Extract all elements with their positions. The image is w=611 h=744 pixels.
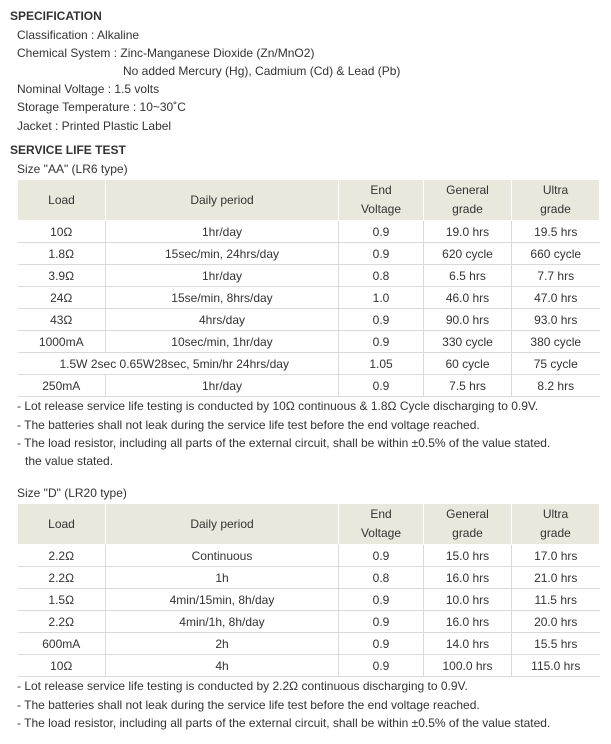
cell-general: 16.0 hrs	[424, 611, 512, 633]
cell-end: 0.9	[339, 221, 424, 243]
cell-load: 1000mA	[18, 331, 106, 353]
table-row	[18, 589, 600, 611]
cell-ultra: 19.5 hrs	[512, 221, 600, 243]
table-row-merged	[18, 353, 600, 375]
cell-load: 2.2Ω	[18, 545, 106, 567]
header-end-voltage: End Voltage	[339, 504, 424, 545]
table-row	[18, 287, 600, 309]
table-row	[18, 611, 600, 633]
header-general-grade: General grade	[424, 180, 512, 221]
cell-daily: 4min/15min, 8h/day	[106, 589, 339, 611]
table-row	[18, 567, 600, 589]
cell-general: 10.0 hrs	[424, 589, 512, 611]
cell-general: 6.5 hrs	[424, 265, 512, 287]
header-load: Load	[18, 180, 106, 221]
cell-ultra: 47.0 hrs	[512, 287, 600, 309]
cell-end: 0.9	[339, 309, 424, 331]
cell-ultra: 7.7 hrs	[512, 265, 600, 287]
cell-daily: 4hrs/day	[106, 309, 339, 331]
cell-load: 43Ω	[18, 309, 106, 331]
cell-general: 90.0 hrs	[424, 309, 512, 331]
aa-note-3: - The load resistor, including all parts of the external circuit, shall be within ±0.5% of the value stated.	[17, 436, 551, 450]
d-note-2: - The batteries shall not leak during the service life test before the end voltage reached.	[17, 698, 480, 712]
table-row	[18, 655, 600, 677]
header-load: Load	[18, 504, 106, 545]
header-daily-period: Daily period	[106, 504, 339, 545]
cell-load: 10Ω	[18, 655, 106, 677]
cell-end: 0.8	[339, 567, 424, 589]
cell-general: 14.0 hrs	[424, 633, 512, 655]
cell-ultra: 115.0 hrs	[512, 655, 600, 677]
cell-end: 0.9	[339, 331, 424, 353]
cell-load: 2.2Ω	[18, 611, 106, 633]
d-service-table	[17, 503, 600, 677]
header-daily-period: Daily period	[106, 180, 339, 221]
cell-daily: Continuous	[106, 545, 339, 567]
cell-end: 0.9	[339, 243, 424, 265]
cell-end: 1.0	[339, 287, 424, 309]
aa-note-2: - The batteries shall not leak during the service life test before the end voltage reached.	[17, 418, 480, 432]
cell-end: 0.9	[339, 375, 424, 397]
d-note-3: - The load resistor, including all parts of the external circuit, shall be within ±0.5% of the value stated.	[17, 716, 551, 730]
d-note-1: - Lot release service life testing is conducted by 2.2Ω continuous discharging to 0.9V.	[17, 679, 468, 693]
cell-end: 0.9	[339, 633, 424, 655]
cell-general: 16.0 hrs	[424, 567, 512, 589]
table-row	[18, 265, 600, 287]
cell-daily: 1h	[106, 567, 339, 589]
chemical-system-line: Chemical System : Zinc-Manganese Dioxide (Zn/MnO2)	[17, 46, 315, 60]
cell-daily: 1hr/day	[106, 265, 339, 287]
cell-end: 0.9	[339, 611, 424, 633]
table-row	[18, 221, 600, 243]
table-row	[18, 243, 600, 265]
cell-end: 0.9	[339, 589, 424, 611]
cell-load: 250mA	[18, 375, 106, 397]
cell-daily: 2h	[106, 633, 339, 655]
table-row	[18, 375, 600, 397]
cell-end: 0.8	[339, 265, 424, 287]
cell-end: 0.9	[339, 545, 424, 567]
header-general-grade: General grade	[424, 504, 512, 545]
chemical-system-line-2: No added Mercury (Hg), Cadmium (Cd) & Lead (Pb)	[123, 64, 401, 78]
cell-general: 15.0 hrs	[424, 545, 512, 567]
table-row	[18, 331, 600, 353]
cell-load: 2.2Ω	[18, 567, 106, 589]
cell-general: 19.0 hrs	[424, 221, 512, 243]
cell-end: 0.9	[339, 655, 424, 677]
cell-general: 330 cycle	[424, 331, 512, 353]
aa-note-3-continued: the value stated.	[25, 454, 114, 468]
size-aa-label: Size "AA" (LR6 type)	[17, 162, 128, 176]
table-header-row	[18, 180, 600, 221]
cell-daily: 4min/1h, 8h/day	[106, 611, 339, 633]
cell-load: 10Ω	[18, 221, 106, 243]
cell-ultra: 660 cycle	[512, 243, 600, 265]
service-life-heading: SERVICE LIFE TEST	[10, 143, 126, 157]
cell-ultra: 380 cycle	[512, 331, 600, 353]
cell-ultra: 11.5 hrs	[512, 589, 600, 611]
cell-daily: 15se/min, 8hrs/day	[106, 287, 339, 309]
cell-general: 100.0 hrs	[424, 655, 512, 677]
cell-general: 46.0 hrs	[424, 287, 512, 309]
cell-ultra: 20.0 hrs	[512, 611, 600, 633]
storage-temperature-line: Storage Temperature : 10~30˚C	[17, 100, 186, 114]
cell-load: 1.5Ω	[18, 589, 106, 611]
cell-ultra: 15.5 hrs	[512, 633, 600, 655]
cell-daily: 10sec/min, 1hr/day	[106, 331, 339, 353]
cell-load: 24Ω	[18, 287, 106, 309]
aa-note-1: - Lot release service life testing is conducted by 10Ω continuous & 1.8Ω Cycle discharging to 0.9V.	[17, 399, 539, 413]
header-ultra-grade: Ultra grade	[512, 504, 600, 545]
table-row	[18, 633, 600, 655]
classification-line: Classification : Alkaline	[17, 28, 140, 42]
cell-general: 7.5 hrs	[424, 375, 512, 397]
table-header-row	[18, 504, 600, 545]
size-d-label: Size "D" (LR20 type)	[17, 486, 127, 500]
cell-daily: 1hr/day	[106, 221, 339, 243]
cell-daily: 15sec/min, 24hrs/day	[106, 243, 339, 265]
specification-heading: SPECIFICATION	[10, 9, 102, 23]
cell-load: 3.9Ω	[18, 265, 106, 287]
cell-ultra: 17.0 hrs	[512, 545, 600, 567]
cell-ultra: 93.0 hrs	[512, 309, 600, 331]
table-row	[18, 545, 600, 567]
header-end-voltage: End Voltage	[339, 180, 424, 221]
cell-ultra: 21.0 hrs	[512, 567, 600, 589]
table-row	[18, 309, 600, 331]
cell-daily: 4h	[106, 655, 339, 677]
cell-load: 1.8Ω	[18, 243, 106, 265]
cell-general: 620 cycle	[424, 243, 512, 265]
cell-load: 600mA	[18, 633, 106, 655]
cell-ultra: 75 cycle	[512, 353, 600, 375]
aa-service-table	[17, 179, 600, 397]
cell-load-daily-merged: 1.5W 2sec 0.65W28sec, 5min/hr 24hrs/day	[18, 353, 339, 375]
cell-ultra: 8.2 hrs	[512, 375, 600, 397]
cell-daily: 1hr/day	[106, 375, 339, 397]
nominal-voltage-line: Nominal Voltage : 1.5 volts	[17, 82, 160, 96]
cell-general: 60 cycle	[424, 353, 512, 375]
cell-end: 1.05	[339, 353, 424, 375]
header-ultra-grade: Ultra grade	[512, 180, 600, 221]
jacket-line: Jacket : Printed Plastic Label	[17, 119, 172, 133]
